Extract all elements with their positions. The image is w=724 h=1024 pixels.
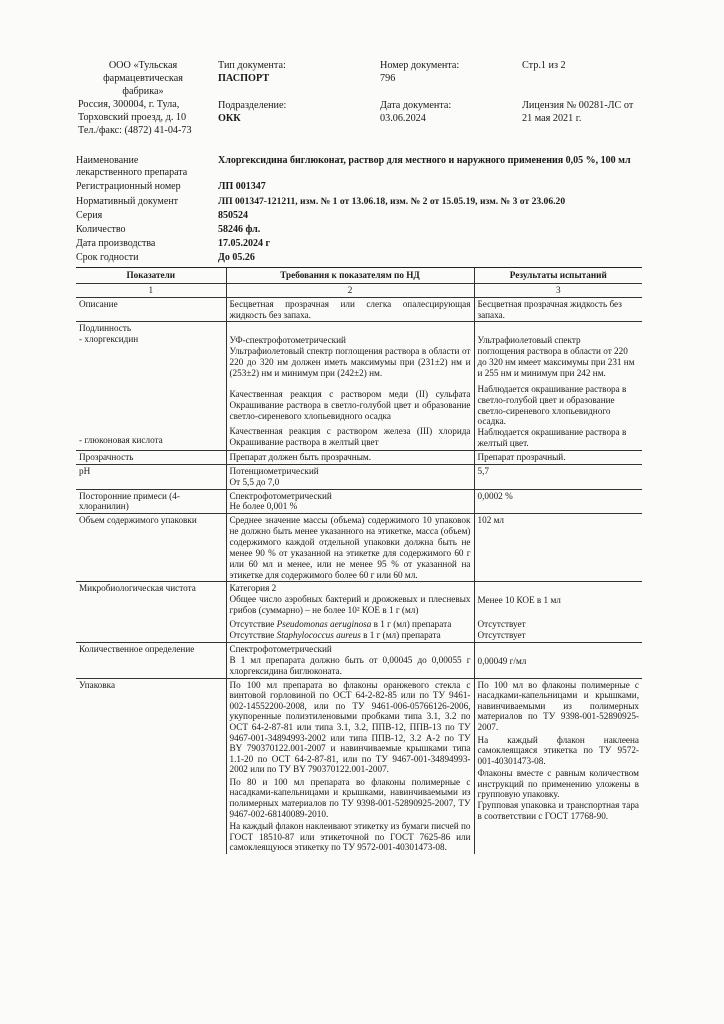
info-row-reg xyxy=(76,181,636,193)
doc-type-block xyxy=(218,60,286,86)
req-text: Ультрафиолетовый спектр поглощения раствора в области от 220 до 320 нм должен иметь максимумы при (231±2) нм и (253±2) нм и минимум при (242±2) нм. xyxy=(229,346,471,379)
info-label: Серия xyxy=(76,210,103,221)
info-row-expiry xyxy=(76,252,636,264)
req-prefix: Отсутствие xyxy=(229,629,277,640)
page-number: Стр.1 из 2 xyxy=(522,60,566,71)
row-requirement xyxy=(226,322,474,451)
row-result: 5,7 xyxy=(474,464,642,489)
info-row-date xyxy=(76,238,636,250)
table-header-row xyxy=(76,268,642,284)
address-line: Россия, 300004, г. Тула, xyxy=(78,99,180,110)
doc-type-label: Тип документа: xyxy=(218,60,286,71)
doc-type-value: ПАСПОРТ xyxy=(218,72,270,84)
header-requirements: Требования к показателям по НД xyxy=(226,268,474,284)
info-label-line: Наименование xyxy=(76,155,139,166)
table-row xyxy=(76,322,642,451)
info-value: 850524 xyxy=(218,210,248,221)
row-requirement xyxy=(226,464,474,489)
col-number: 3 xyxy=(474,283,642,297)
row-result: Бесцветная прозрачная жидкость без запаха. xyxy=(474,297,642,322)
res-staphylococcus: Отсутствует xyxy=(477,630,526,641)
organism-name: Pseudomonas aeruginosa xyxy=(276,619,372,630)
doc-number-block xyxy=(380,60,459,86)
res-text: Наблюдается окрашивание раствора в желтый цвет. xyxy=(477,427,627,449)
info-row-series xyxy=(76,210,636,222)
res-text: Групповая упаковка и транспортная тара в соответствии с ГОСТ 17768-90. xyxy=(477,800,639,821)
identity-sub-gluconic: - глюконовая кислота xyxy=(79,435,163,446)
row-label: Описание xyxy=(76,297,226,322)
row-label: Посторонние примеси (4-хлоранилин) xyxy=(76,489,226,514)
table-number-row xyxy=(76,283,642,297)
info-label: Регистрационный номер xyxy=(76,181,181,192)
row-label: Прозрачность xyxy=(76,451,226,465)
doc-number-label: Номер документа: xyxy=(380,60,460,71)
res-text: поглощения раствора в области от 220 до 320 нм имеет максимумы при 231 нм и 255 нм и минимум при 242 нм. xyxy=(477,346,635,379)
info-value: Хлоргексидина биглюконат, раствор для местного и наружного применения 0,05 %, 100 мл xyxy=(218,155,631,166)
info-value: 58246 фл. xyxy=(218,224,261,235)
address-line: Торховский проезд, д. 10 xyxy=(78,111,187,123)
doc-date-label: Дата документа: xyxy=(380,100,452,111)
res-text: 0,00049 г/мл xyxy=(477,656,527,667)
res-text: Менее 10 КОЕ в 1 мл xyxy=(477,595,561,606)
license-line: 21 мая 2021 г. xyxy=(522,112,582,124)
req-suffix: в 1 г (мл) препарата xyxy=(360,629,441,640)
info-label xyxy=(76,155,218,179)
res-text: Флаконы вместе с равным количеством инструкций по применению уложены в групповую упаковку. xyxy=(477,768,639,800)
req-method: Потенциометрический xyxy=(229,465,319,476)
info-label: Дата производства xyxy=(76,238,156,249)
row-label: Микробиологическая чистота xyxy=(76,582,226,643)
row-requirement xyxy=(226,678,474,854)
company-line: ООО «Тульская xyxy=(108,60,178,71)
row-requirement: Бесцветная прозрачная или слегка опалесцирующая жидкость без запаха. xyxy=(226,297,474,322)
company-line: фабрика» xyxy=(122,85,164,97)
res-method: Ультрафиолетовый спектр xyxy=(477,335,581,346)
info-value: ЛП 001347-121211, изм. № 1 от 13.06.18, изм. № 2 от 15.05.19, изм. № 3 от 23.06.20 xyxy=(218,196,566,207)
identity-sub-chlorhexidine: - хлоргексидин xyxy=(79,334,139,345)
res-pseudomonas: Отсутствует xyxy=(477,619,526,630)
info-label: Нормативный документ xyxy=(76,196,179,207)
req-method: Спектрофотометрический xyxy=(229,644,332,655)
req-text: Общее число аэробных бактерий и дрожжевых и плесневых грибов (суммарно) – не более 10² КОЕ в 1 г (мл) xyxy=(229,594,471,616)
row-requirement: Препарат должен быть прозрачным. xyxy=(226,451,474,465)
col-number: 1 xyxy=(76,283,226,297)
info-value: ЛП 001347 xyxy=(218,181,266,192)
req-text: В 1 мл препарата должно быть от 0,00045 до 0,00055 г хлоргексидина биглюконата. xyxy=(229,654,471,676)
res-text: По 100 мл во флаконы полимерные с насадками-капельницами и крышками, навинчиваемыми из полимерных материалов по ТУ 9398-001-52890925-2007. xyxy=(477,679,639,732)
header-results: Результаты испытаний xyxy=(474,268,642,284)
doc-date-value: 03.06.2024 xyxy=(380,112,426,124)
division-value: ОКК xyxy=(218,112,241,124)
row-result xyxy=(474,582,642,643)
row-result xyxy=(474,322,642,451)
table-row xyxy=(76,464,642,489)
req-category: Категория 2 xyxy=(229,583,277,594)
req-text: Не более 0,001 % xyxy=(229,501,298,512)
table-row xyxy=(76,489,642,514)
table-row xyxy=(76,643,642,679)
doc-number-value: 796 xyxy=(380,72,396,84)
identity-label: Подлинность xyxy=(79,323,132,334)
row-requirement xyxy=(226,643,474,679)
info-label-line: лекарственного препарата xyxy=(76,167,188,178)
organism-name: Staphylococcus aureus xyxy=(276,629,361,640)
row-label: Объем содержимого упаковки xyxy=(76,514,226,582)
info-row-name xyxy=(76,155,636,179)
req-pseudomonas xyxy=(230,619,471,630)
req-text: По 100 мл препарата во флаконы оранжевого стекла с винтовой горловиной по ОСТ 64-2-82-85 или по ТУ 9461-002-14552200-2008, или по ТУ 9461-006-05766126-2006, укупоренные полиэтиленовыми пробками типа 3.1, 3.2 по ОСТ 64-2-87-81 или типа 3.1, 3.2, ППВ-12, ППВ-13 по ТУ 9467-001-34894993-2002 или типа ППВ-12, 3.2 А-2 по ТУ BY 790370122.001-2007 и навинчиваемые крышками типа 1.1-20 по ОСТ 64-2-87-81, или по ТУ 9467-001-34894993-2002 или по ТУ BY 790370122.001-2007. xyxy=(229,679,471,775)
row-result: 0,0002 % xyxy=(474,489,642,514)
row-label: Количественное определение xyxy=(76,643,226,679)
results-table xyxy=(76,267,642,854)
col-number: 2 xyxy=(226,283,474,297)
row-label xyxy=(76,322,226,451)
info-row-norm xyxy=(76,196,636,208)
info-label: Количество xyxy=(76,224,126,235)
row-label: pH xyxy=(76,464,226,489)
req-text: От 5,5 до 7,0 xyxy=(229,476,280,487)
header-indicators: Показатели xyxy=(76,268,226,284)
info-value: До 05.26 xyxy=(218,252,255,263)
req-text: На каждый флакон наклеивают этикетку из бумаги писчей по ГОСТ 18510-87 или этикеточной по ГОСТ 7625-86 или самоклеящуюся этикетку по ТУ 9572-001-40301473-08. xyxy=(229,821,471,853)
company-name xyxy=(84,60,202,98)
res-text: На каждый флакон наклеена самоклеящаяся этикетка по ТУ 9572-001-40301473-08. xyxy=(477,734,639,766)
req-suffix: в 1 г (мл) препарата xyxy=(371,619,452,630)
row-requirement xyxy=(226,582,474,643)
row-result: Препарат прозрачный. xyxy=(474,451,642,465)
table-row xyxy=(76,514,642,582)
res-text: Наблюдается окрашивание раствора в светло-голубой цвет и образование светло-сиреневого хлопьевидного осадка. xyxy=(477,383,627,427)
row-label: Упаковка xyxy=(76,678,226,854)
row-result: 102 мл xyxy=(474,514,642,582)
info-label: Срок годности xyxy=(76,252,139,263)
table-row xyxy=(76,582,642,643)
row-result xyxy=(474,643,642,679)
table-row xyxy=(76,678,642,854)
req-method: Спектрофотометрический xyxy=(229,490,332,501)
company-line: фармацевтическая xyxy=(103,72,183,84)
req-prefix: Отсутствие xyxy=(229,619,277,630)
info-row-qty xyxy=(76,224,636,236)
table-row xyxy=(76,451,642,465)
division-block xyxy=(218,100,286,126)
division-label: Подразделение: xyxy=(218,100,287,111)
row-result xyxy=(474,678,642,854)
license-line: Лицензия № 00281-ЛС от xyxy=(522,100,634,111)
row-requirement xyxy=(226,489,474,514)
info-value: 17.05.2024 г xyxy=(218,238,271,249)
license-block xyxy=(522,100,633,126)
row-requirement: Среднее значение массы (объема) содержимого 10 упаковок не должно быть менее указанного на этикетке, масса (объем) содержимого каждой отдельной упаковки должна быть не менее 90 % от указанной на этикетке для содержимого 60 г или 60 мл и менее, или не менее 95 % от указанной на этикетке для содержимого более 60 г или 60 мл. xyxy=(226,514,474,582)
req-method: УФ-спектрофотометрический xyxy=(229,335,346,346)
doc-date-block xyxy=(380,100,451,126)
address-line: Тел./факс: (4872) 41-04-73 xyxy=(78,124,192,136)
req-text: Качественная реакция с раствором железа (III) хлорида Окрашивание раствора в желтый цвет xyxy=(229,426,471,448)
req-text: Качественная реакция с раствором меди (II) сульфата Окрашивание раствора в светло-голубой цвет и образование светло-сиреневого хлопьевидного осадка xyxy=(229,388,471,421)
table-row xyxy=(76,297,642,322)
req-text: По 80 и 100 мл препарата во флаконы полимерные с насадками-капельницами и крышками, навинчиваемыми из полимерных материалов по ТУ 9398-001-52890925-2007, ТУ 9467-002-68140089-2010. xyxy=(229,776,471,819)
company-address xyxy=(78,99,218,137)
req-staphylococcus xyxy=(230,630,471,641)
